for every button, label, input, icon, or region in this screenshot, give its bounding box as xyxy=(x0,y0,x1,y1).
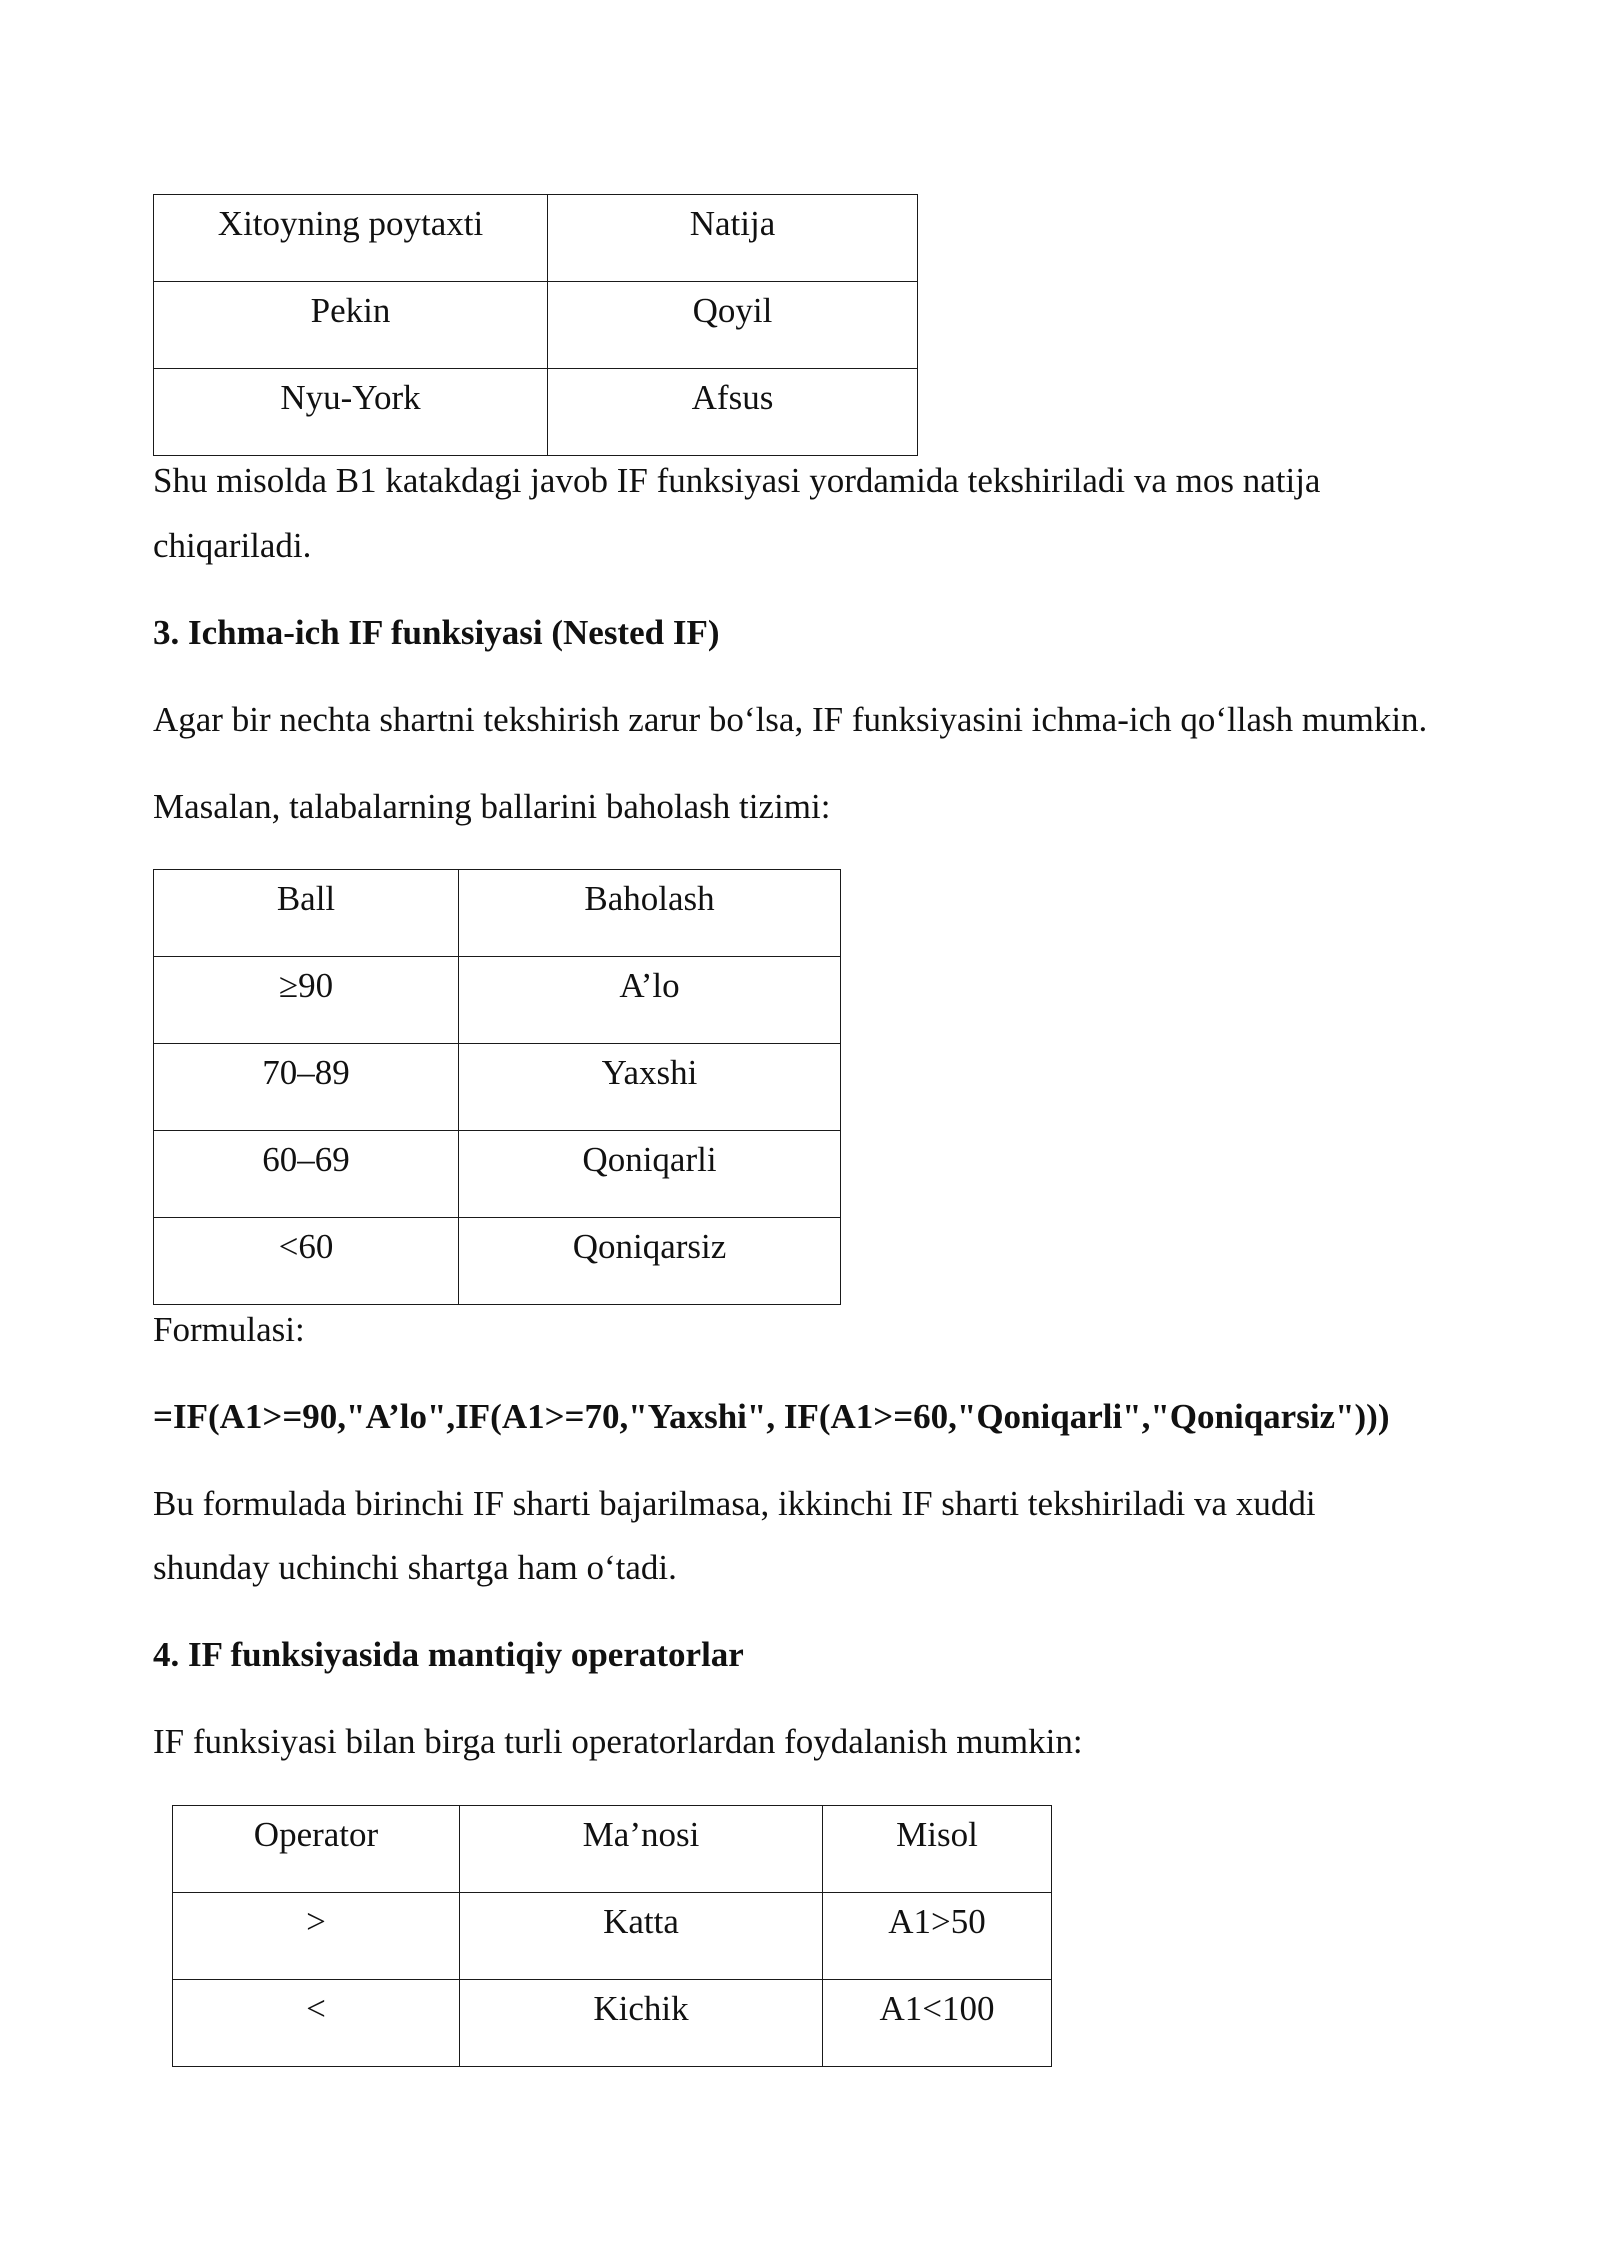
table-row xyxy=(154,1131,841,1218)
table-cell: Qoyil xyxy=(548,282,918,369)
table-row xyxy=(154,957,841,1044)
table-cell: 70–89 xyxy=(154,1044,459,1131)
table-cell: < xyxy=(173,1980,460,2067)
formula: =IF(A1>=90,"A’lo",IF(A1>=70,"Yaxshi", IF(A1>=60,"Qoniqarli","Qoniqarsiz"))) xyxy=(153,1397,1390,1436)
table-cell: Ball xyxy=(154,870,459,957)
table-cell: Xitoyning poytaxti xyxy=(154,195,548,282)
operators-table xyxy=(172,1805,1052,2067)
table-row xyxy=(154,369,918,456)
table-cell: Katta xyxy=(460,1893,823,1980)
table-row xyxy=(154,1044,841,1131)
table-row xyxy=(154,1218,841,1305)
table-cell: Misol xyxy=(823,1806,1052,1893)
table-cell: Qoniqarli xyxy=(459,1131,841,1218)
paragraph-line: shunday uchinchi shartga ham o‘tadi. xyxy=(153,1548,677,1587)
table-cell: Afsus xyxy=(548,369,918,456)
grading-table xyxy=(153,869,841,1305)
table-row xyxy=(173,1893,1052,1980)
table-cell: Yaxshi xyxy=(459,1044,841,1131)
table-row xyxy=(154,282,918,369)
table-row xyxy=(173,1806,1052,1893)
table-cell: <60 xyxy=(154,1218,459,1305)
table-cell: Baholash xyxy=(459,870,841,957)
table-cell: Natija xyxy=(548,195,918,282)
paragraph: IF funksiyasi bilan birga turli operatorlardan foydalanish mumkin: xyxy=(153,1722,1083,1761)
table-row xyxy=(173,1980,1052,2067)
table-cell: A’lo xyxy=(459,957,841,1044)
paragraph-line: Shu misolda B1 katakdagi javob IF funksiyasi yordamida tekshiriladi va mos natija xyxy=(153,461,1321,500)
formula-label: Formulasi: xyxy=(153,1310,305,1349)
table-cell: > xyxy=(173,1893,460,1980)
table-cell: Ma’nosi xyxy=(460,1806,823,1893)
capital-quiz-table xyxy=(153,194,918,456)
table-cell: A1>50 xyxy=(823,1893,1052,1980)
table-cell: 60–69 xyxy=(154,1131,459,1218)
paragraph-line: chiqariladi. xyxy=(153,526,312,565)
table-cell: A1<100 xyxy=(823,1980,1052,2067)
table-cell: Nyu-York xyxy=(154,369,548,456)
table-cell: Pekin xyxy=(154,282,548,369)
table-cell: Kichik xyxy=(460,1980,823,2067)
section-heading: 4. IF funksiyasida mantiqiy operatorlar xyxy=(153,1635,744,1674)
table-cell: ≥90 xyxy=(154,957,459,1044)
paragraph: Agar bir nechta shartni tekshirish zarur bo‘lsa, IF funksiyasini ichma-ich qo‘llash mumkin. xyxy=(153,700,1428,739)
table-row xyxy=(154,870,841,957)
paragraph-line: Bu formulada birinchi IF sharti bajarilmasa, ikkinchi IF sharti tekshiriladi va xuddi xyxy=(153,1484,1316,1523)
paragraph: Masalan, talabalarning ballarini baholash tizimi: xyxy=(153,787,831,826)
table-cell: Operator xyxy=(173,1806,460,1893)
table-cell: Qoniqarsiz xyxy=(459,1218,841,1305)
table-row xyxy=(154,195,918,282)
section-heading: 3. Ichma-ich IF funksiyasi (Nested IF) xyxy=(153,613,720,652)
